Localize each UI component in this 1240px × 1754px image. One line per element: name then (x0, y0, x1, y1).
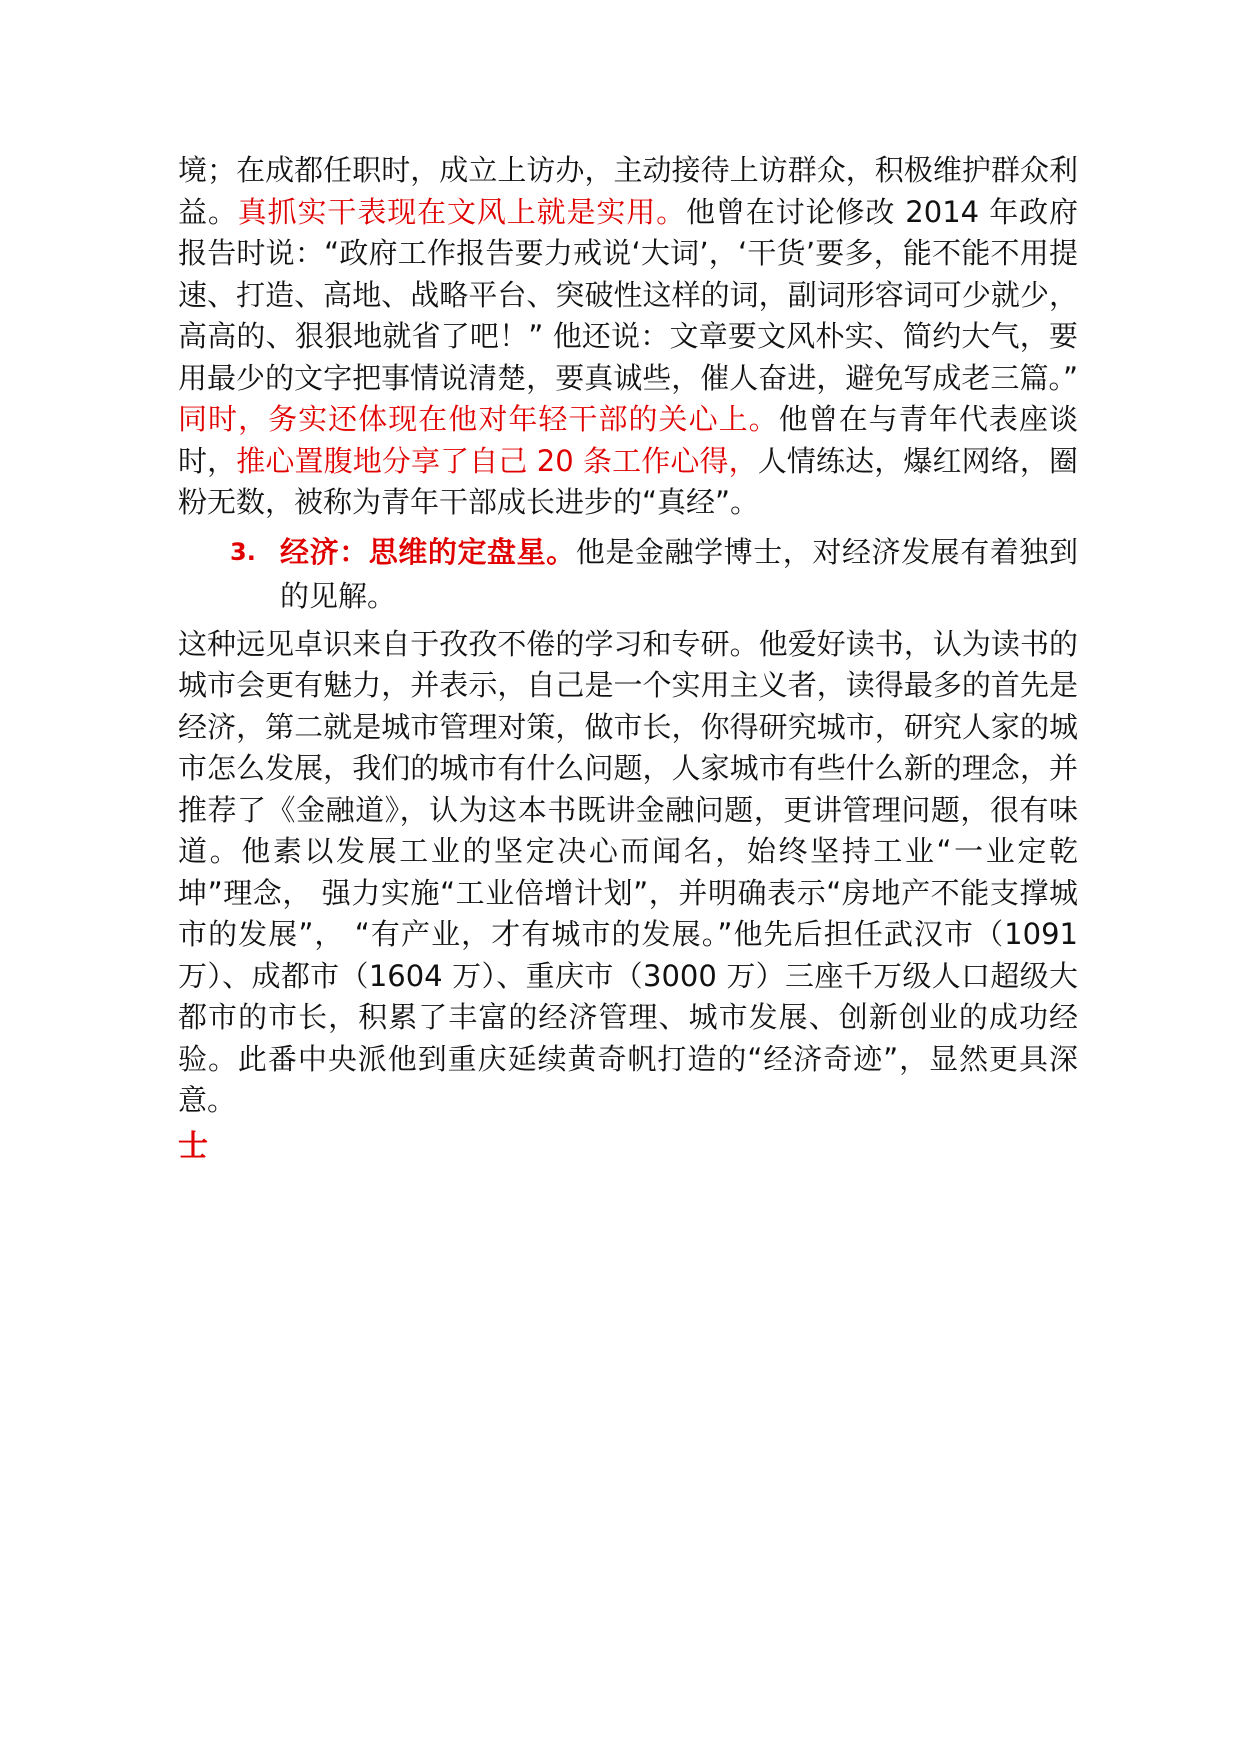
list-text: 他是金融学博士，对经济发展有着独到的见解。 (280, 534, 1078, 613)
paragraph-text: 这种远见卓识来自于孜孜不倦的学习和专研。他爱好读书，认为读书的城市会更有魅力，并表示，自己是一个实用主义者，读得最多的首先是经济，第二就是城市管理对策，做市长，你得研究城市，研究人家的城市怎么发展，我们的城市有什么问题，人家城市有些什么新的理念，并推荐了《金融道》，认为这本书既讲金融问题，更讲管理问题，很有味道。他素以发展工业的坚定决心而闻名，始终坚持工业“一业定乾坤”理念， 强力实施“工业倍增计划”，并明确表示“房地产不能支撑城市的发展”， “有产业，才有城市的发展。”他先后担任武汉市（1091 万）、成都市（1604 万）、重庆市（3000 万）三座千万级人口超级大都市的市长，积累了丰富的经济管理、城市发展、创新创业的成功经验。此番中央派他到重庆延续黄奇帆打造的“经济奇迹”，显然更具深意。 (178, 626, 1078, 1117)
paragraph-text: 他曾在讨论修改 2014 年政府报告时说：“政府工作报告要力戒说‘大词’，‘干货’要多，能不能不用提速、打造、高地、战略平台、突破性这样的词，副词形容词可少就少，高高的、狠狠地就省了吧！” 他还说：文章要文风朴实、简约大气，要用最少的文字把事情说清楚，要真诚些，催人奋进，避免写成老三篇。” (178, 194, 1078, 395)
paragraph-economy (178, 624, 1078, 1122)
paragraph-text: 人情练达，爆红网络，圈粉无数，被称为青年干部成长进步的“真经”。 (178, 443, 1078, 519)
document-body (178, 150, 1078, 1167)
highlighted-text: 真抓实干表现在文风上就是实用。 (237, 194, 687, 229)
paragraph-text: 他曾在与青年代表座谈时， (178, 402, 1078, 478)
paragraph-text: 境；在成都任职时，成立上访办，主动接待上访群众，积极维护群众利益。 (178, 153, 1078, 229)
highlighted-text: 推心置腹地分享了自己 20 条工作心得， (236, 443, 758, 478)
paragraph-work-style (178, 150, 1078, 524)
list-heading: 经济：思维的定盘星。 (280, 534, 576, 569)
trailing-mark: 士 (178, 1128, 208, 1164)
list-item-economy (178, 530, 1078, 618)
highlighted-text: 同时，务实还体现在他对年轻干部的关心上。 (178, 402, 779, 436)
list-number: 3. (230, 537, 256, 566)
